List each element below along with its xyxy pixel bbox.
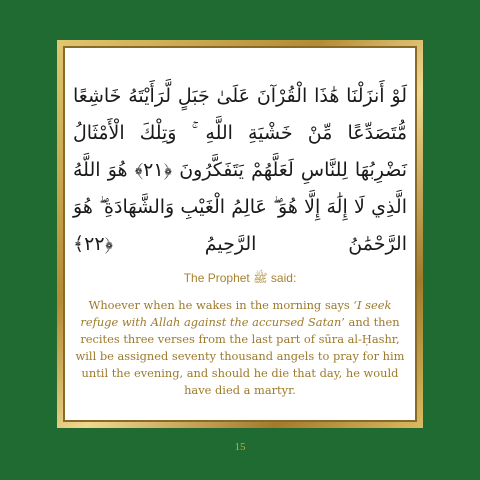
text-panel	[65, 48, 415, 420]
hadith-narration	[75, 297, 405, 399]
gold-frame	[57, 40, 423, 428]
arabic-verses: لَوْ أَنزَلْنَا هَٰذَا الْقُرْآنَ عَلَىٰ جَبَلٍ لَّرَأَيْتَهُ خَاشِعًا مُّتَصَدِّعًا مِّنْ خَشْيَةِ اللَّهِ ۚ وَتِلْكَ الْأَمْثَالُ نَضْرِبُهَا لِلنَّاسِ لَعَلَّهُمْ يَتَفَكَّرُونَ ﴿٢١﴾ هُوَ اللَّهُ الَّذِي لَا إِلَٰهَ إِلَّا هُوَ ۖ عَالِمُ الْغَيْبِ وَالشَّهَادَةِ ۖ هُوَ الرَّحْمَٰنُ الرَّحِيمُ ﴿٢٢﴾	[73, 85, 407, 255]
attribution-line: The Prophet ﷺ said:	[183, 271, 297, 285]
narration-text-before: Whoever when he wakes in the morning says	[88, 298, 354, 312]
narration-quote: ‘I seek refuge with Allah against the accursed Satan’	[80, 298, 392, 329]
frame-inner-border	[63, 46, 417, 422]
narration-text-after: and then recites three verses from the last part of sūra al-Ḥashr, will be assigned seventy thousand angels to pray for him until the evening, and should he die that day, he would have died a martyr.	[75, 315, 405, 397]
page-number: 15	[234, 441, 246, 453]
